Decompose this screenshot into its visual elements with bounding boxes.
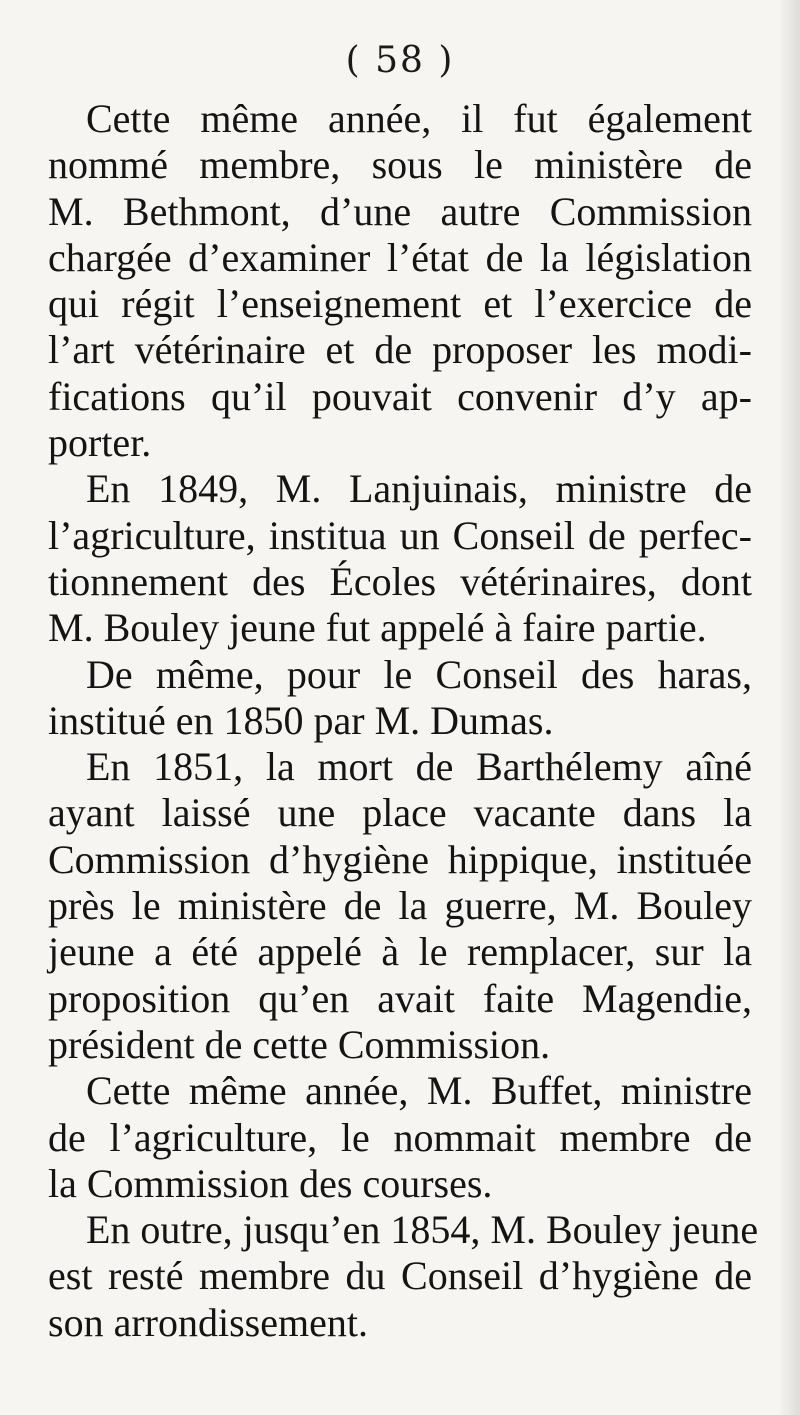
text-line: porter. [48, 420, 152, 466]
text-line: M. Bouley jeune fut appelé à faire partie. [48, 605, 707, 651]
page-number: ( 58 ) [345, 40, 455, 81]
text-line: nommé membre, sous le ministère de [48, 142, 752, 188]
text-line: Cette même année, il fut également [86, 96, 752, 141]
text-line: fications qu’il pouvait convenir d’y ap- [48, 373, 752, 419]
text-line: qui régit l’enseignement et l’exercice de [48, 281, 752, 327]
text-line: l’agriculture, institua un Conseil de perfec- [48, 512, 752, 558]
paragraph [48, 466, 752, 651]
paragraph [48, 1207, 759, 1346]
text-line: Commission d’hygiène hippique, instituée [48, 836, 752, 882]
page-edge-shadow [778, 0, 800, 1415]
text-line: son arrondissement. [48, 1299, 368, 1345]
text-line: l’art vétérinaire et de proposer les modi- [48, 327, 752, 373]
text-line: En outre, jusqu’en 1854, M. Bouley jeune [86, 1207, 759, 1253]
text-line: chargée d’examiner l’état de la législation [48, 234, 752, 280]
paragraph [48, 744, 752, 1068]
text-line: près le ministère de la guerre, M. Bouley [48, 883, 752, 929]
text-line: la Commission des courses. [48, 1160, 493, 1206]
text-line: institué en 1850 par M. Dumas. [48, 697, 554, 743]
text-line: tionnement des Écoles vétérinaires, dont [48, 558, 752, 604]
text-line: ayant laissé une place vacante dans la [48, 790, 752, 836]
text-line: En 1851, la mort de Barthélemy aîné [86, 744, 752, 790]
text-line: président de cette Commission. [48, 1021, 551, 1067]
body-text [48, 96, 759, 1346]
paragraph [48, 652, 752, 745]
text-line: M. Bethmont, d’une autre Commission [48, 188, 752, 234]
text-line: proposition qu’en avait faite Magendie, [48, 975, 752, 1021]
paragraph [48, 1068, 752, 1207]
text-line: De même, pour le Conseil des haras, [86, 651, 752, 697]
paragraph [48, 96, 752, 466]
text-line: est resté membre du Conseil d’hygiène de [48, 1253, 752, 1299]
text-line: jeune a été appelé à le remplacer, sur la [48, 929, 752, 975]
text-line: En 1849, M. Lanjuinais, ministre de [86, 466, 752, 512]
text-line: de l’agriculture, le nommait membre de [48, 1114, 752, 1160]
text-line: Cette même année, M. Buffet, ministre [86, 1068, 752, 1114]
